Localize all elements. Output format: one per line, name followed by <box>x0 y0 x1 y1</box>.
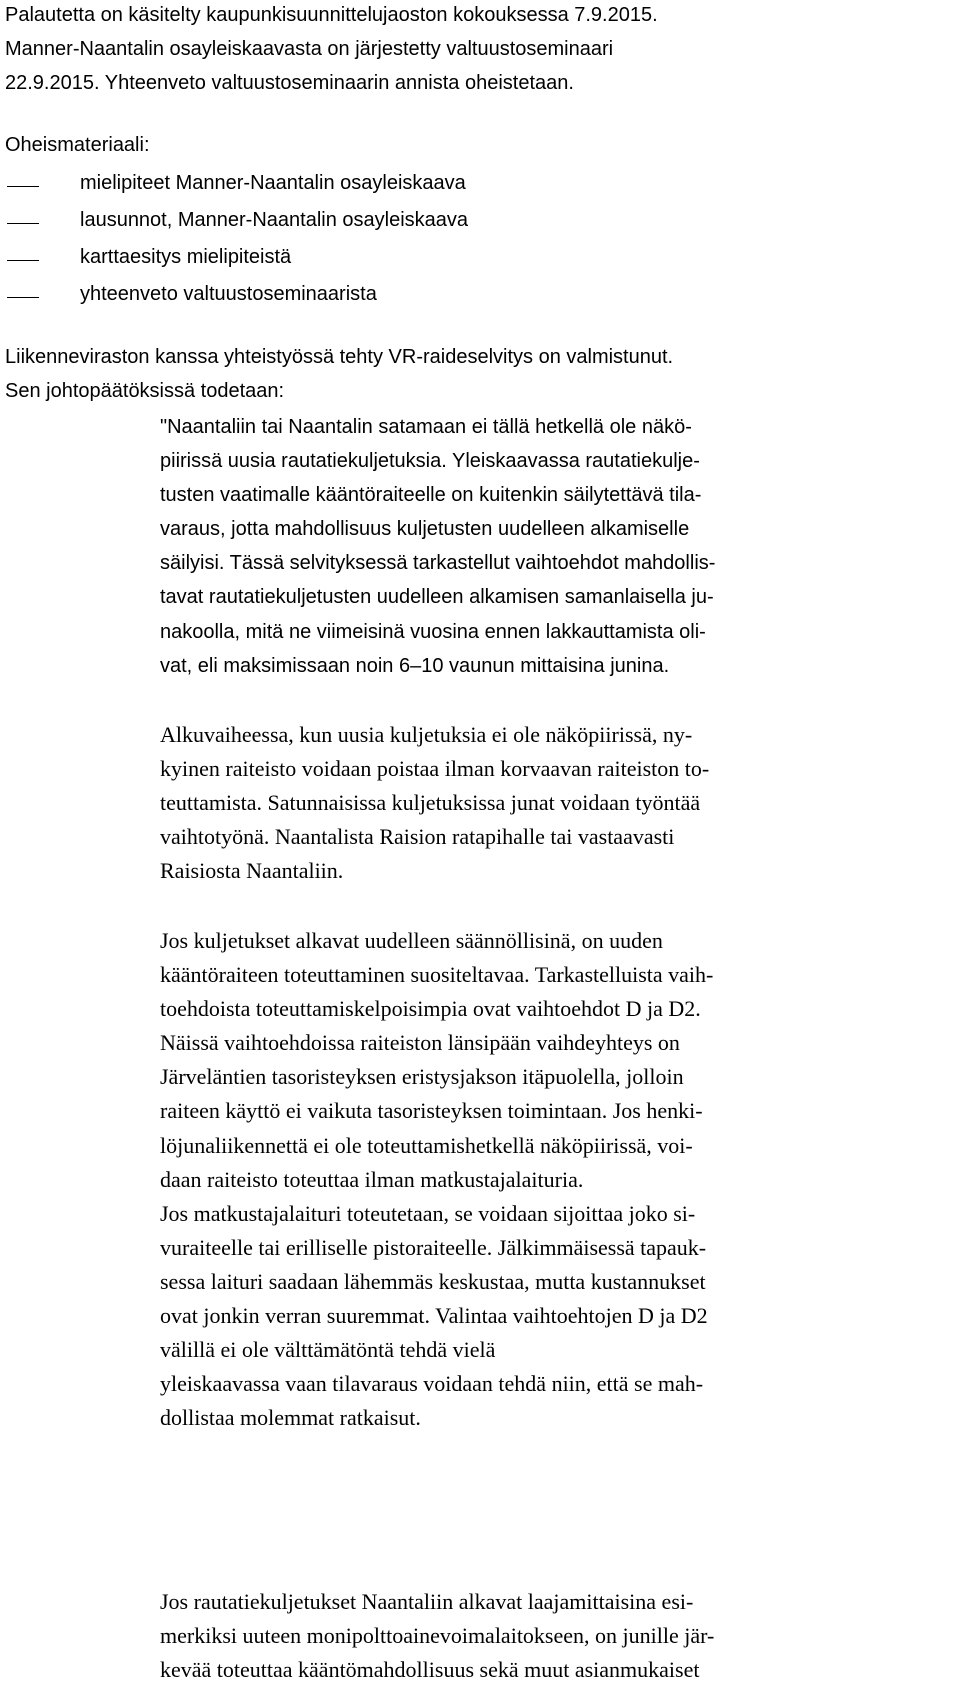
dash-bullet-icon <box>7 260 39 262</box>
list-item-text: karttaesitys mielipiteistä <box>80 246 292 269</box>
text-line: Raisiosta Naantaliin. <box>160 858 344 884</box>
text-line: daan raiteisto toteuttaa ilman matkustajalaituria. <box>160 1166 584 1192</box>
text-line: vat, eli maksimissaan noin 6–10 vaunun mittaisina junina. <box>160 654 670 677</box>
text-line: yleiskaavassa vaan tilavaraus voidaan tehdä niin, että se mah- <box>160 1371 704 1397</box>
text-line: kyinen raiteisto voidaan poistaa ilman korvaavan raiteiston to- <box>160 756 710 782</box>
text-line: nakoolla, mitä ne viimeisinä vuosina ennen lakkauttamista oli- <box>160 620 706 643</box>
text-line: välillä ei ole välttämätöntä tehdä vielä <box>160 1337 496 1363</box>
text-line: Alkuvaiheessa, kun uusia kuljetuksia ei ole näköpiirissä, ny- <box>160 722 693 747</box>
list-item <box>5 239 955 276</box>
text-line: toehdoista toteuttamiskelpoisimpia ovat vaihtoehdot D ja D2. <box>160 996 701 1022</box>
text-line: ovat jonkin verran suuremmat. Valintaa vaihtoehtojen D ja D2 <box>160 1303 708 1329</box>
text-line: vuraiteelle tai erilliselle pistoraiteelle. Jälkimmäisessä tapauk- <box>160 1234 707 1260</box>
text-line: säilyisi. Tässä selvityksessä tarkastellut vaihtoehdot mahdollis- <box>160 552 716 575</box>
text-line: sessa laituri saadaan lähemmäs keskustaa, mutta kustannukset <box>160 1268 706 1294</box>
quote-paragraph-2 <box>160 718 940 888</box>
text-line: Järveläntien tasoristeyksen eristysjakson itäpuolella, jolloin <box>160 1064 684 1090</box>
quote-paragraph-1 <box>160 410 940 683</box>
quote-paragraph-3 <box>160 924 940 1435</box>
text-line: 22.9.2015. Yhteenveto valtuustoseminaarin annista oheistetaan. <box>5 72 574 95</box>
text-line: kevää toteuttaa kääntömahdollisuus sekä muut asianmukaiset <box>160 1657 700 1683</box>
intro-paragraph <box>5 0 955 100</box>
dash-bullet-icon <box>7 186 39 188</box>
text-line: Jos matkustajalaituri toteutetaan, se voidaan sijoittaa joko si- <box>160 1200 696 1226</box>
quote-paragraph-4 <box>160 1585 940 1687</box>
text-line: Liikenneviraston kanssa yhteistyössä tehty VR-raideselvitys on valmistunut. <box>5 346 674 368</box>
list-item-text: lausunnot, Manner-Naantalin osayleiskaava <box>80 209 469 232</box>
list-item <box>5 202 955 239</box>
text-line: tusten vaatimalle kääntöraiteelle on kuitenkin säilytettävä tila- <box>160 484 702 507</box>
text-line: Jos rautatiekuljetukset Naantaliin alkavat laajamittaisina esi- <box>160 1589 694 1614</box>
text-line: piirissä uusia rautatiekuljetuksia. Yleiskaavassa rautatiekulje- <box>160 450 700 473</box>
text-line: Sen johtopäätöksissä todetaan: <box>5 380 285 403</box>
dash-bullet-icon <box>7 223 39 225</box>
text-line: Palautetta on käsitelty kaupunkisuunnittelujaoston kokouksessa 7.9.2015. <box>5 4 658 26</box>
text-line: tavat rautatiekuljetusten uudelleen alkamisen samanlaisella ju- <box>160 586 714 609</box>
text-line: kääntöraiteen toteuttaminen suositeltavaa. Tarkastelluista vaih- <box>160 962 714 988</box>
text-line: dollistaa molemmat ratkaisut. <box>160 1405 421 1431</box>
text-line: merkiksi uuteen monipolttoainevoimalaitokseen, on junille jär- <box>160 1623 715 1649</box>
text-line: varaus, jotta mahdollisuus kuljetusten uudelleen alkamiselle <box>160 518 690 541</box>
list-item-text: yhteenveto valtuustoseminaarista <box>80 283 377 306</box>
text-line: Jos kuljetukset alkavat uudelleen säännöllisinä, on uuden <box>160 928 663 953</box>
text-line: Manner-Naantalin osayleiskaavasta on järjestetty valtuustoseminaari <box>5 38 614 61</box>
list-item <box>5 276 955 313</box>
report-paragraph <box>5 340 955 408</box>
text-line: "Naantaliin tai Naantalin satamaan ei tällä hetkellä ole näkö- <box>160 416 692 438</box>
dash-bullet-icon <box>7 297 39 299</box>
text-line: löjunaliikennettä ei ole toteuttamishetkellä näköpiirissä, voi- <box>160 1132 693 1158</box>
text-line: teuttamista. Satunnaisissa kuljetuksissa junat voidaan työntää <box>160 790 701 816</box>
list-item <box>5 165 955 202</box>
text-line: Näissä vaihtoehdoissa raiteiston länsipään vaihdeyhteys on <box>160 1030 680 1056</box>
attachments-heading: Oheismateriaali: <box>5 134 150 156</box>
text-line: raiteen käyttö ei vaikuta tasoristeyksen toimintaan. Jos henki- <box>160 1098 703 1124</box>
attachments-section <box>5 128 955 313</box>
text-line: vaihtotyönä. Naantalista Raision ratapihalle tai vastaavasti <box>160 824 675 850</box>
list-item-text: mielipiteet Manner-Naantalin osayleiskaava <box>80 172 466 195</box>
